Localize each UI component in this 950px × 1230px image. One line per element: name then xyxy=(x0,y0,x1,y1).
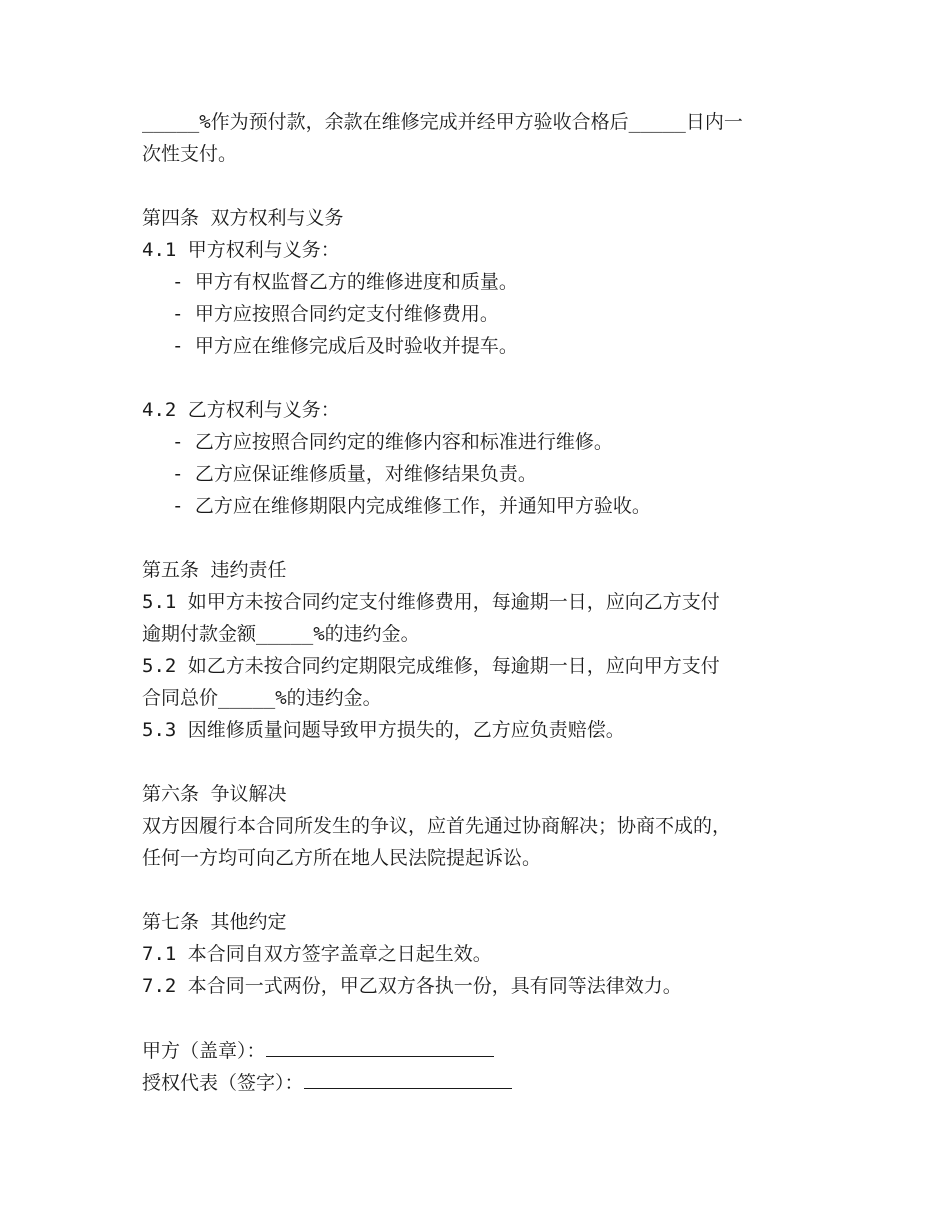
article-4-1-item: - 甲方有权监督乙方的维修进度和质量。 xyxy=(172,271,518,293)
article-7-heading: 第七条 其他约定 xyxy=(142,911,287,933)
section-gap xyxy=(142,170,842,202)
article-4-1-item: - 甲方应在维修完成后及时验收并提车。 xyxy=(172,335,518,357)
article-5-line: 5.2 如乙方未按合同约定期限完成维修，每逾期一日，应向甲方支付 xyxy=(142,655,720,677)
article-4-1-heading: 4.1 甲方权利与义务： xyxy=(142,239,340,261)
article-6-line: 任何一方均可向乙方所在地人民法院提起诉讼。 xyxy=(142,847,542,869)
section-gap xyxy=(142,522,842,554)
article-4-2-item: - 乙方应在维修期限内完成维修工作，并通知甲方验收。 xyxy=(172,495,651,517)
section-gap xyxy=(142,362,842,394)
article-5-line: 5.3 因维修质量问题导致甲方损失的，乙方应负责赔偿。 xyxy=(142,719,625,741)
section-gap xyxy=(142,746,842,778)
article-5-line: 逾期付款金额_____%的违约金。 xyxy=(142,623,420,645)
representative-signature-blank xyxy=(304,1066,512,1089)
payment-line-1: _____%作为预付款，余款在维修完成并经甲方验收合格后_____日内一 xyxy=(142,111,743,133)
article-6-heading: 第六条 争议解决 xyxy=(142,783,287,805)
section-gap xyxy=(142,874,842,906)
article-4-2-item: - 乙方应保证维修质量，对维修结果负责。 xyxy=(172,463,537,485)
representative-signature-label: 授权代表（签字）： xyxy=(142,1072,304,1094)
party-a-signature-row xyxy=(142,1034,842,1066)
section-gap xyxy=(142,1002,842,1034)
article-6-line: 双方因履行本合同所发生的争议，应首先通过协商解决；协商不成的， xyxy=(142,815,732,837)
article-4-1-item: - 甲方应按照合同约定支付维修费用。 xyxy=(172,303,499,325)
article-5-line: 合同总价_____%的违约金。 xyxy=(142,687,382,709)
article-4-2-heading: 4.2 乙方权利与义务： xyxy=(142,399,340,421)
party-a-seal-blank xyxy=(266,1034,494,1057)
article-5-line: 5.1 如甲方未按合同约定支付维修费用，每逾期一日，应向乙方支付 xyxy=(142,591,720,613)
article-4-2-item: - 乙方应按照合同约定的维修内容和标准进行维修。 xyxy=(172,431,613,453)
representative-signature-row xyxy=(142,1066,842,1098)
payment-line-2: 次性支付。 xyxy=(142,143,238,165)
article-7-line: 7.1 本合同自双方签字盖章之日起生效。 xyxy=(142,943,492,965)
party-a-seal-label: 甲方（盖章）： xyxy=(142,1040,266,1062)
article-5-heading: 第五条 违约责任 xyxy=(142,559,287,581)
article-7-line: 7.2 本合同一式两份，甲乙双方各执一份，具有同等法律效力。 xyxy=(142,975,682,997)
article-4-heading: 第四条 双方权利与义务 xyxy=(142,207,344,229)
contract-page xyxy=(142,106,842,1098)
